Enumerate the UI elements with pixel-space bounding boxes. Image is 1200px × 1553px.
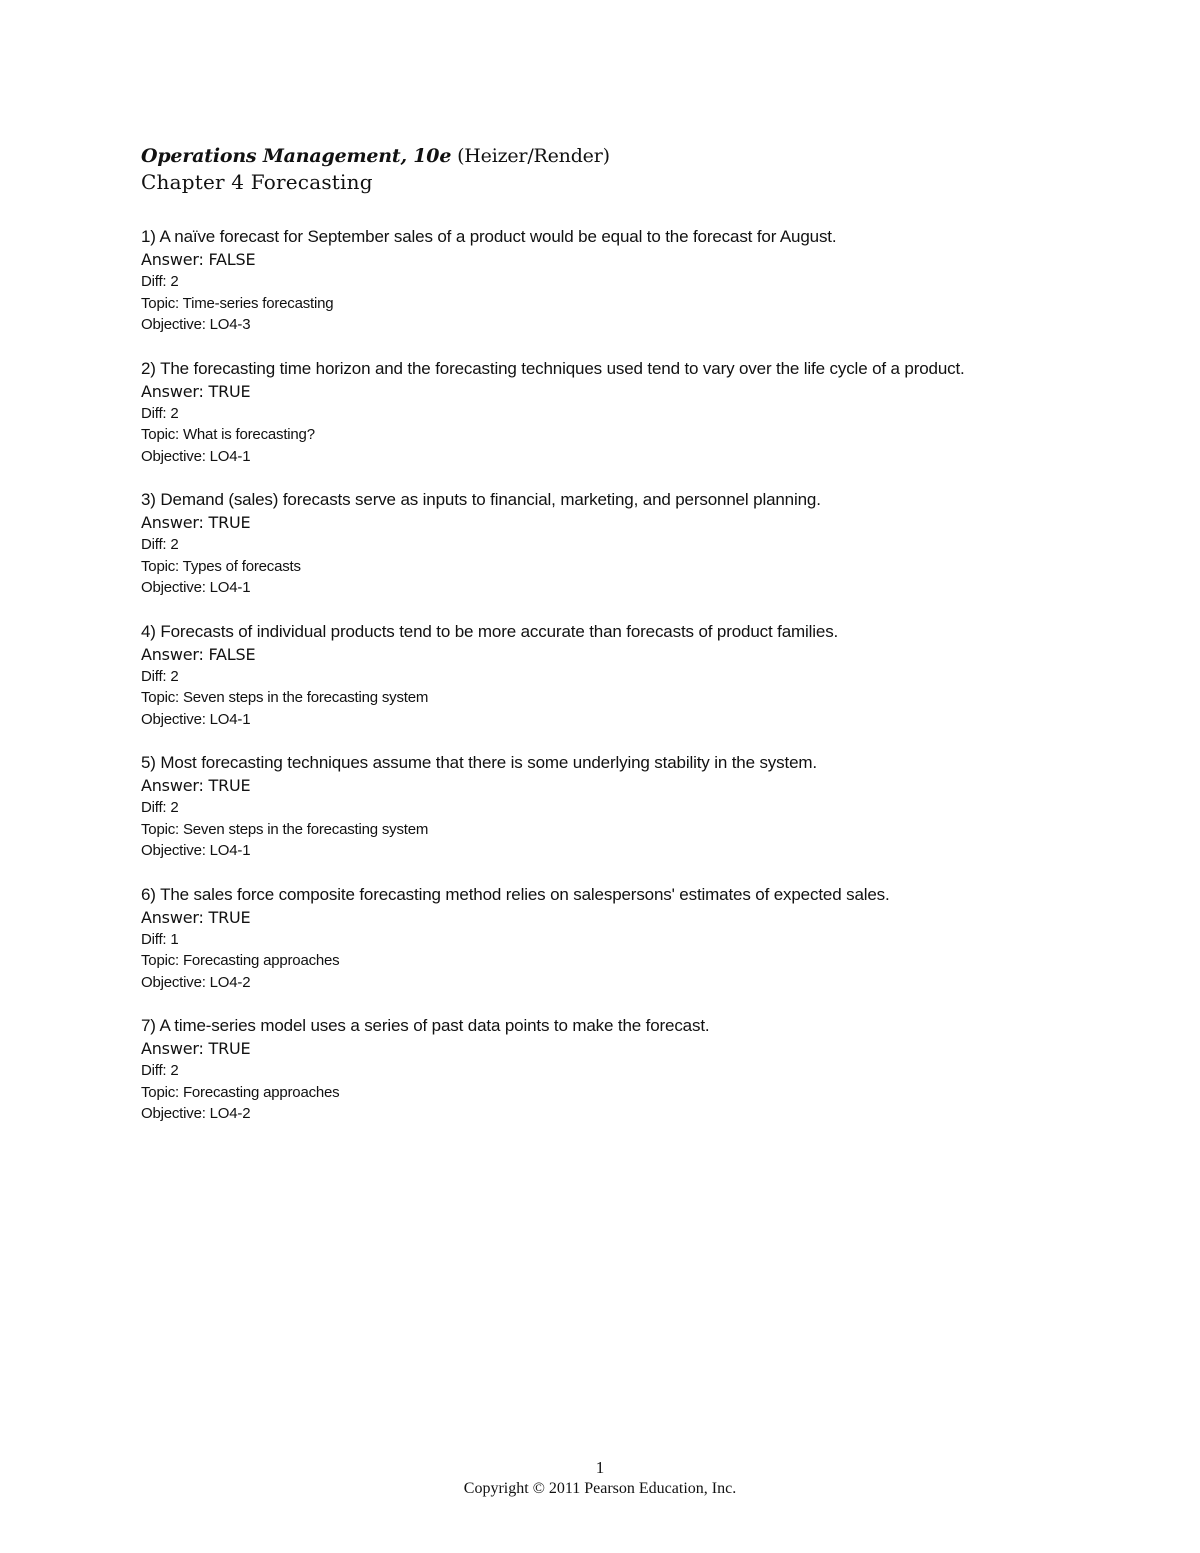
question-answer: Answer: TRUE: [141, 513, 251, 532]
question-objective: Objective: LO4-3: [141, 316, 251, 333]
question-diff: Diff: 2: [141, 273, 179, 290]
question-topic: Topic: Forecasting approaches: [141, 1083, 340, 1101]
question-text: 2) The forecasting time horizon and the forecasting techniques used tend to vary over the life cycle of a product.: [141, 358, 965, 378]
question-topic: Topic: Forecasting approaches: [141, 952, 340, 969]
question-text: 3) Demand (sales) forecasts serve as inputs to financial, marketing, and personnel planning.: [141, 490, 821, 509]
question-text: 7) A time-series model uses a series of past data points to make the forecast.: [141, 1016, 710, 1035]
book-title-line: [141, 143, 610, 169]
question-text: 6) The sales force composite forecasting method relies on salespersons' estimates of expected sales.: [141, 884, 890, 904]
question-topic: Topic: Seven steps in the forecasting system: [141, 689, 429, 706]
question-objective: Objective: LO4-2: [141, 1105, 251, 1122]
question-topic: Topic: What is forecasting?: [141, 426, 315, 443]
question-text: 5) Most forecasting techniques assume that there is some underlying stability in the system.: [141, 753, 817, 772]
question-answer: Answer: FALSE: [141, 644, 256, 664]
question-item: [141, 884, 1061, 994]
question-item: [141, 489, 1061, 599]
question-topic: Topic: Time-series forecasting: [141, 294, 334, 312]
question-diff: Diff: 2: [141, 799, 179, 816]
page-number: 1: [595, 1458, 605, 1477]
question-diff: Diff: 2: [141, 536, 179, 553]
question-answer: Answer: TRUE: [141, 776, 251, 795]
question-answer: Answer: TRUE: [141, 381, 251, 401]
question-topic: Topic: Types of forecasts: [141, 557, 301, 575]
question-answer: Answer: TRUE: [141, 907, 251, 927]
question-item: [141, 621, 1061, 731]
question-diff: Diff: 1: [141, 930, 179, 948]
question-text: 4) Forecasts of individual products tend to be more accurate than forecasts of product families.: [141, 621, 839, 641]
question-item: [141, 226, 1061, 336]
question-diff: Diff: 2: [141, 667, 179, 685]
chapter-title: Chapter 4 Forecasting: [141, 170, 373, 194]
question-topic: Topic: Seven steps in the forecasting system: [141, 820, 429, 838]
question-diff: Diff: 2: [141, 404, 179, 422]
document-header: [141, 143, 610, 195]
question-item: [141, 358, 1061, 468]
question-item: [141, 1015, 1061, 1125]
question-objective: Objective: LO4-1: [141, 842, 251, 859]
page-footer: [0, 1458, 1200, 1500]
book-authors: (Heizer/Render): [457, 145, 610, 167]
question-objective: Objective: LO4-1: [141, 710, 251, 728]
question-item: [141, 752, 1061, 862]
book-title: Operations Management, 10e: [141, 145, 452, 167]
question-diff: Diff: 2: [141, 1062, 179, 1079]
question-objective: Objective: LO4-1: [141, 447, 251, 465]
question-objective: Objective: LO4-1: [141, 579, 251, 596]
question-answer: Answer: FALSE: [141, 250, 256, 269]
question-text: 1) A naïve forecast for September sales of a product would be equal to the forecast for August.: [141, 227, 837, 246]
copyright-notice: Copyright © 2011 Pearson Education, Inc.: [463, 1480, 737, 1497]
question-answer: Answer: TRUE: [141, 1039, 251, 1058]
question-list: [141, 226, 1061, 1147]
question-objective: Objective: LO4-2: [141, 973, 251, 991]
